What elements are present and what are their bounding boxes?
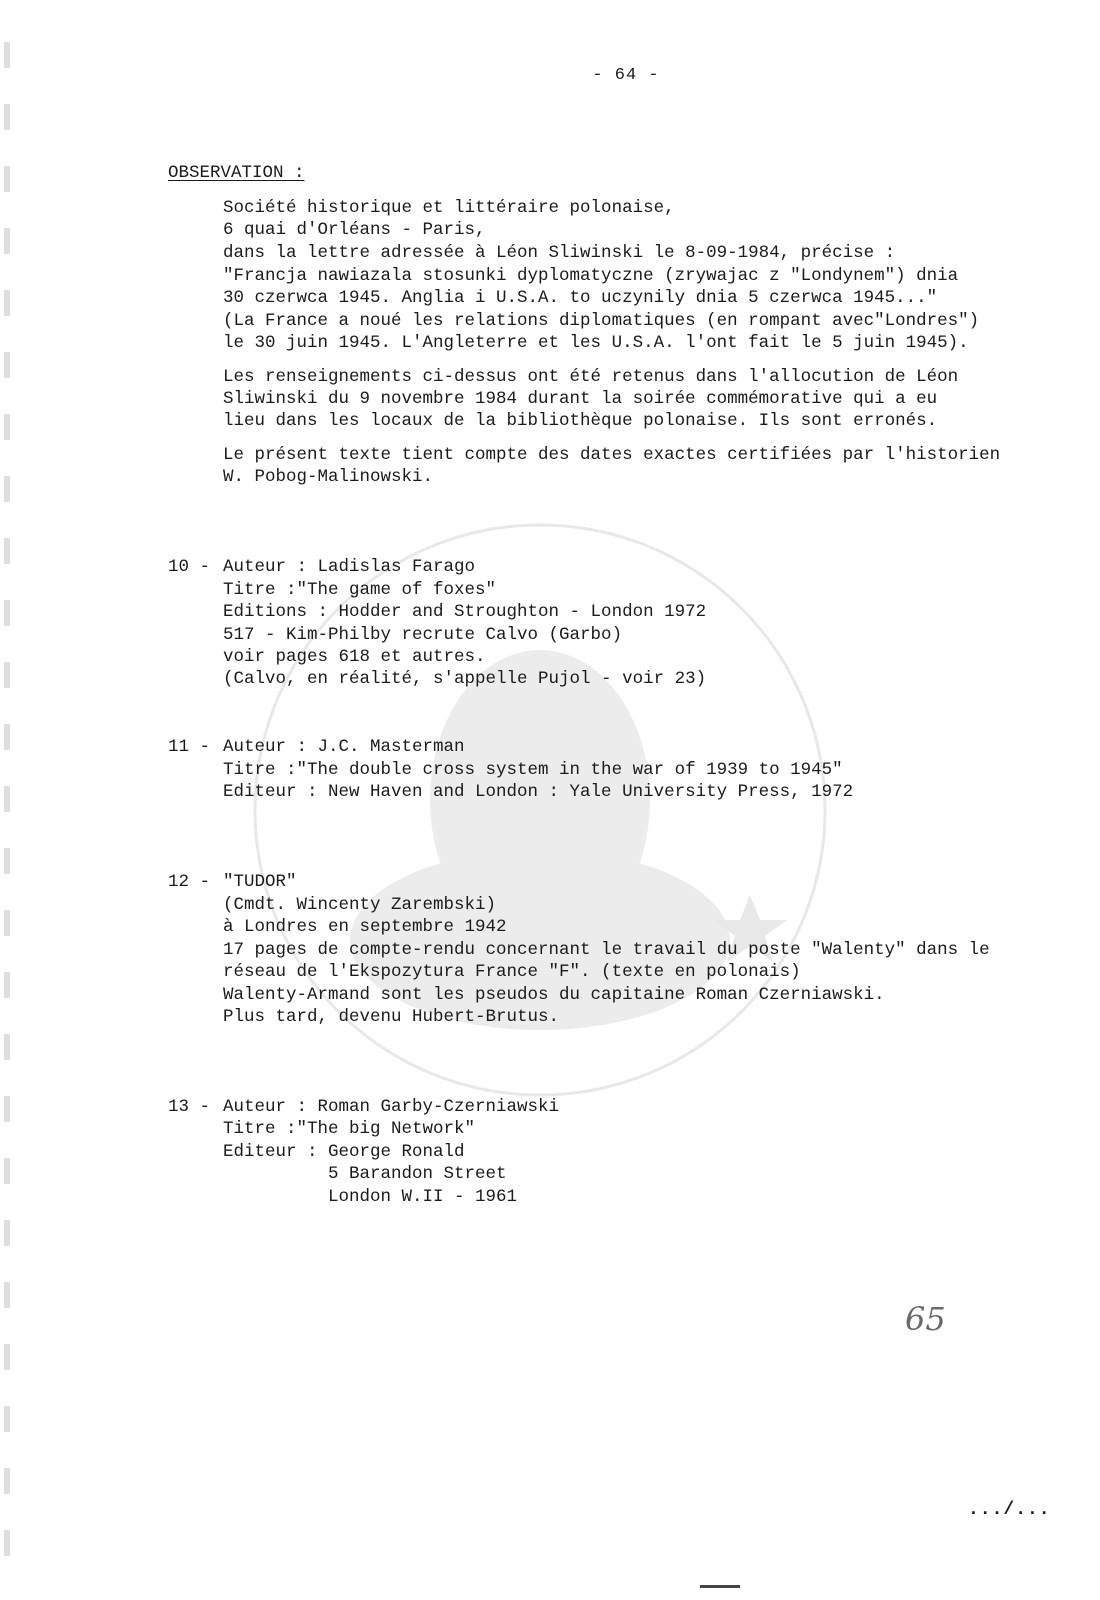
continuation-mark: .../... [968,1500,1051,1520]
observation-line: (La France a noué les relations diplomatiques (en rompant avec"Londres") [223,311,980,331]
handwritten-page-note: 65 [905,1300,946,1338]
entry-number: 11 - [168,737,211,757]
entry-line: London W.II - 1961 [223,1187,518,1207]
entry-line: Plus tard, devenu Hubert-Brutus. [223,1007,560,1027]
page-number: - 64 - [592,66,660,85]
entry-line: Auteur : Ladislas Farago [223,557,476,577]
entry-line: Walenty-Armand sont les pseudos du capitaine Roman Czerniawski. [223,985,885,1005]
entry-line: Auteur : Roman Garby-Czerniawski [223,1097,560,1117]
entry-line: 5 Barandon Street [223,1164,507,1184]
observation-paragraph-line: Les renseignements ci-dessus ont été retenus dans l'allocution de Léon [223,367,959,387]
entry-line: (Calvo, en réalité, s'appelle Pujol - voir 23) [223,669,707,689]
bottom-edge-mark [700,1585,740,1588]
observation-line: Société historique et littéraire polonaise, [223,198,675,218]
entry-line: Titre :"The double cross system in the war of 1939 to 1945" [223,760,843,780]
observation-heading: OBSERVATION : [168,163,305,183]
observation-line: 30 czerwca 1945. Anglia i U.S.A. to uczynily dnia 5 czerwca 1945..." [223,288,938,308]
entry-line: Titre :"The game of foxes" [223,580,497,600]
observation-paragraph-line: Le présent texte tient compte des dates exactes certifiées par l'historien [223,445,1001,465]
observation-paragraph-line: W. Pobog-Malinowski. [223,467,434,487]
entry-line: 17 pages de compte-rendu concernant le travail du poste "Walenty" dans le [223,940,990,960]
entry-line: à Londres en septembre 1942 [223,917,507,937]
observation-line: "Francja nawiazala stosunki dyplomatyczne (zrywajac z "Londynem") dnia [223,266,959,286]
entry-line: Editions : Hodder and Stroughton - London 1972 [223,602,707,622]
entry-line: Editeur : New Haven and London : Yale University Press, 1972 [223,782,854,802]
entry-number: 12 - [168,872,211,892]
entry-line: Auteur : J.C. Masterman [223,737,465,757]
observation-line: dans la lettre adressée à Léon Sliwinski le 8-09-1984, précise : [223,243,896,263]
entry-number: 13 - [168,1097,211,1117]
entry-line: Titre :"The big Network" [223,1119,476,1139]
entry-line: Editeur : George Ronald [223,1142,465,1162]
entry-line: réseau de l'Ekspozytura France "F". (texte en polonais) [223,962,801,982]
observation-paragraph-line: lieu dans les locaux de la bibliothèque polonaise. Ils sont erronés. [223,411,938,431]
binding-holes [4,20,10,1580]
entry-line: "TUDOR" [223,872,297,892]
entry-line: 517 - Kim-Philby recrute Calvo (Garbo) [223,625,623,645]
observation-line: 6 quai d'Orléans - Paris, [223,220,486,240]
entry-line: voir pages 618 et autres. [223,647,486,667]
observation-paragraph-line: Sliwinski du 9 novembre 1984 durant la soirée commémorative qui a eu [223,389,938,409]
entry-line: (Cmdt. Wincenty Zarembski) [223,895,497,915]
entry-number: 10 - [168,557,211,577]
observation-line: le 30 juin 1945. L'Angleterre et les U.S.A. l'ont fait le 5 juin 1945). [223,333,969,353]
